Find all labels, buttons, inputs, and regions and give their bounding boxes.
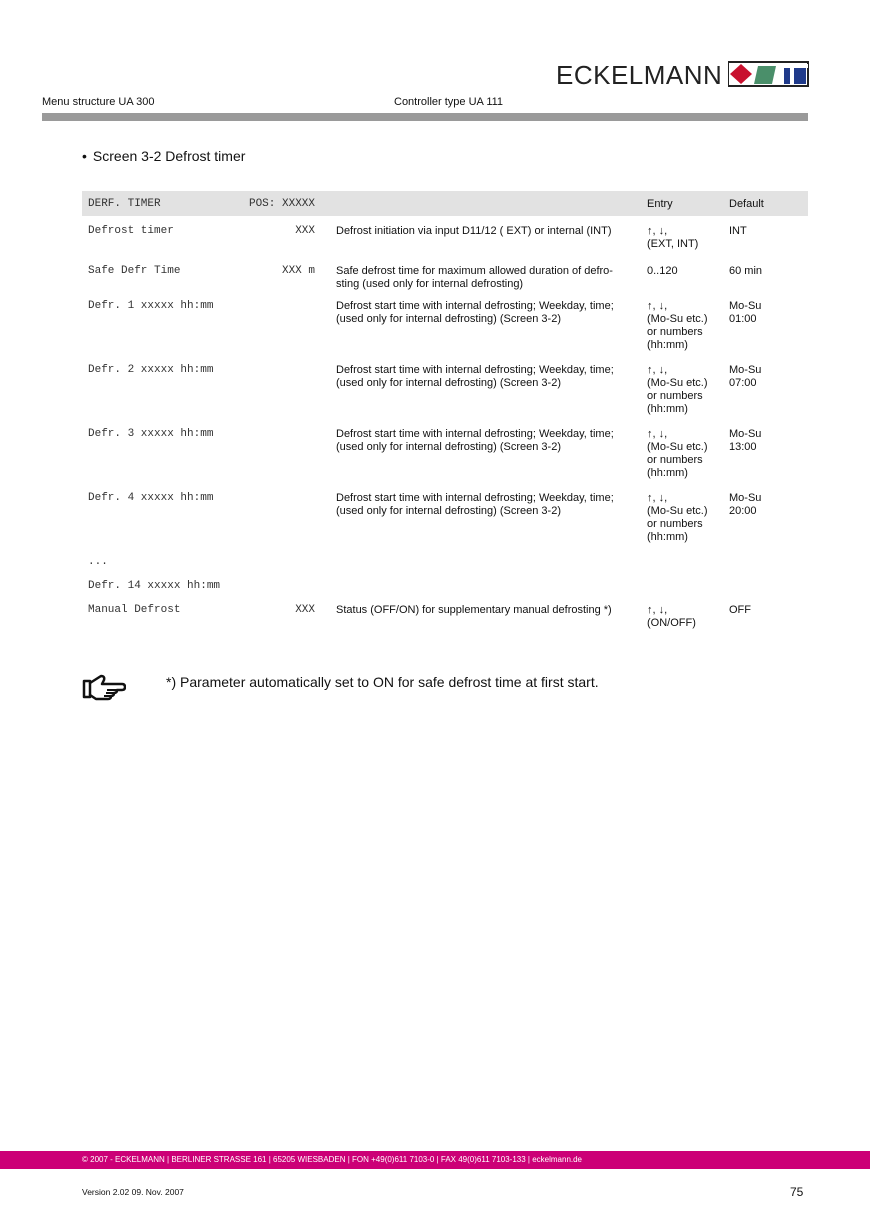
header-cell-default: Default <box>729 198 764 210</box>
header-cell-entry: Entry <box>647 198 673 210</box>
table-cell-c1: Defr. 2 xxxxx hh:mm <box>88 364 214 376</box>
table-cell-c3: Defrost start time with internal defrosting; Weekday, time; (used only for internal defrosting) (Screen 3-2) <box>336 364 614 389</box>
table-cell-c1: Defr. 14 xxxxx hh:mm <box>88 580 221 592</box>
footer-bar <box>0 1151 870 1169</box>
page-number: 75 <box>790 1185 804 1199</box>
table-cell-c3: Status (OFF/ON) for supplementary manual defrosting *) <box>336 604 612 616</box>
table-cell-c5: OFF <box>729 604 751 616</box>
section-title-text: Screen 3-2 Defrost timer <box>92 148 246 164</box>
table-cell-c2: XXX <box>295 225 315 237</box>
table-cell-c3: Safe defrost time for maximum allowed duration of defro- sting (used only for internal defrosting) <box>336 265 613 290</box>
table-cell-c1: Defrost timer <box>88 225 174 237</box>
section-title <box>82 148 245 164</box>
table-row <box>82 216 808 256</box>
table-cell-c2: XXX <box>295 604 315 616</box>
table-cell-c3: Defrost start time with internal defrosting; Weekday, time; (used only for internal defrosting) (Screen 3-2) <box>336 492 614 517</box>
table-row <box>82 256 808 291</box>
table-cell-c3: Defrost initiation via input D11/12 ( EXT) or internal (INT) <box>336 225 612 237</box>
table-cell-c2: XXX m <box>281 265 315 277</box>
table-cell-c1: Manual Defrost <box>88 604 181 616</box>
version-text: Version 2.02 09. Nov. 2007 <box>82 1187 184 1197</box>
table-cell-c5: Mo-Su 13:00 <box>729 428 762 453</box>
table-row <box>82 291 808 355</box>
header-doc-title: Menu structure UA 300 <box>42 96 155 108</box>
parameter-table <box>82 191 808 635</box>
table-row <box>82 483 808 547</box>
table-cell-c3: Defrost start time with internal defrosting; Weekday, time; (used only for internal defrosting) (Screen 3-2) <box>336 300 614 325</box>
table-cell-c5: Mo-Su 07:00 <box>729 364 762 389</box>
table-cell-c4: ↑, ↓, (EXT, INT) <box>647 225 699 250</box>
header-cell-pos: POS: XXXXX <box>248 198 315 210</box>
table-cell-c4: ↑, ↓, (Mo-Su etc.) or numbers (hh:mm) <box>647 364 708 415</box>
brand-logo-text: ECKELMANN <box>556 60 723 90</box>
table-cell-c1: Defr. 4 xxxxx hh:mm <box>88 492 214 504</box>
table-cell-c5: INT <box>729 225 747 237</box>
header-divider <box>42 113 808 121</box>
table-cell-c1: Defr. 3 xxxxx hh:mm <box>88 428 214 440</box>
table-cell-c1: ... <box>88 556 108 568</box>
pointing-hand-icon <box>82 672 126 702</box>
bullet-icon: • <box>82 148 87 164</box>
table-row <box>82 595 808 635</box>
brand-logo-icon <box>728 60 810 88</box>
table-cell-c4: 0..120 <box>647 265 678 277</box>
header-controller-type: Controller type UA 111 <box>394 96 504 108</box>
table-row <box>82 571 808 595</box>
table-row <box>82 419 808 483</box>
table-cell-c1: Defr. 1 xxxxx hh:mm <box>88 300 214 312</box>
footer-contact-text: © 2007 - ECKELMANN | BERLINER STRASSE 161 | 65205 WIESBADEN | FON +49(0)611 7103-0 | FAX 49(0)611 7103-133 | eckelmann.de <box>82 1155 583 1164</box>
table-cell-c5: Mo-Su 20:00 <box>729 492 762 517</box>
table-cell-c4: ↑, ↓, (Mo-Su etc.) or numbers (hh:mm) <box>647 428 708 479</box>
footnote-text: *) Parameter automatically set to ON for safe defrost time at first start. <box>166 674 599 690</box>
table-row <box>82 355 808 419</box>
table-cell-c1: Safe Defr Time <box>88 265 181 277</box>
table-cell-c3: Defrost start time with internal defrosting; Weekday, time; (used only for internal defrosting) (Screen 3-2) <box>336 428 614 453</box>
table-cell-c4: ↑, ↓, (Mo-Su etc.) or numbers (hh:mm) <box>647 300 708 351</box>
header-cell-menu: DERF. TIMER <box>88 198 161 210</box>
table-header <box>82 191 808 216</box>
table-body <box>82 216 808 635</box>
table-cell-c5: Mo-Su 01:00 <box>729 300 762 325</box>
table-cell-c4: ↑, ↓, (Mo-Su etc.) or numbers (hh:mm) <box>647 492 708 543</box>
table-row <box>82 547 808 571</box>
table-cell-c4: ↑, ↓, (ON/OFF) <box>647 604 696 629</box>
table-cell-c5: 60 min <box>729 265 763 277</box>
